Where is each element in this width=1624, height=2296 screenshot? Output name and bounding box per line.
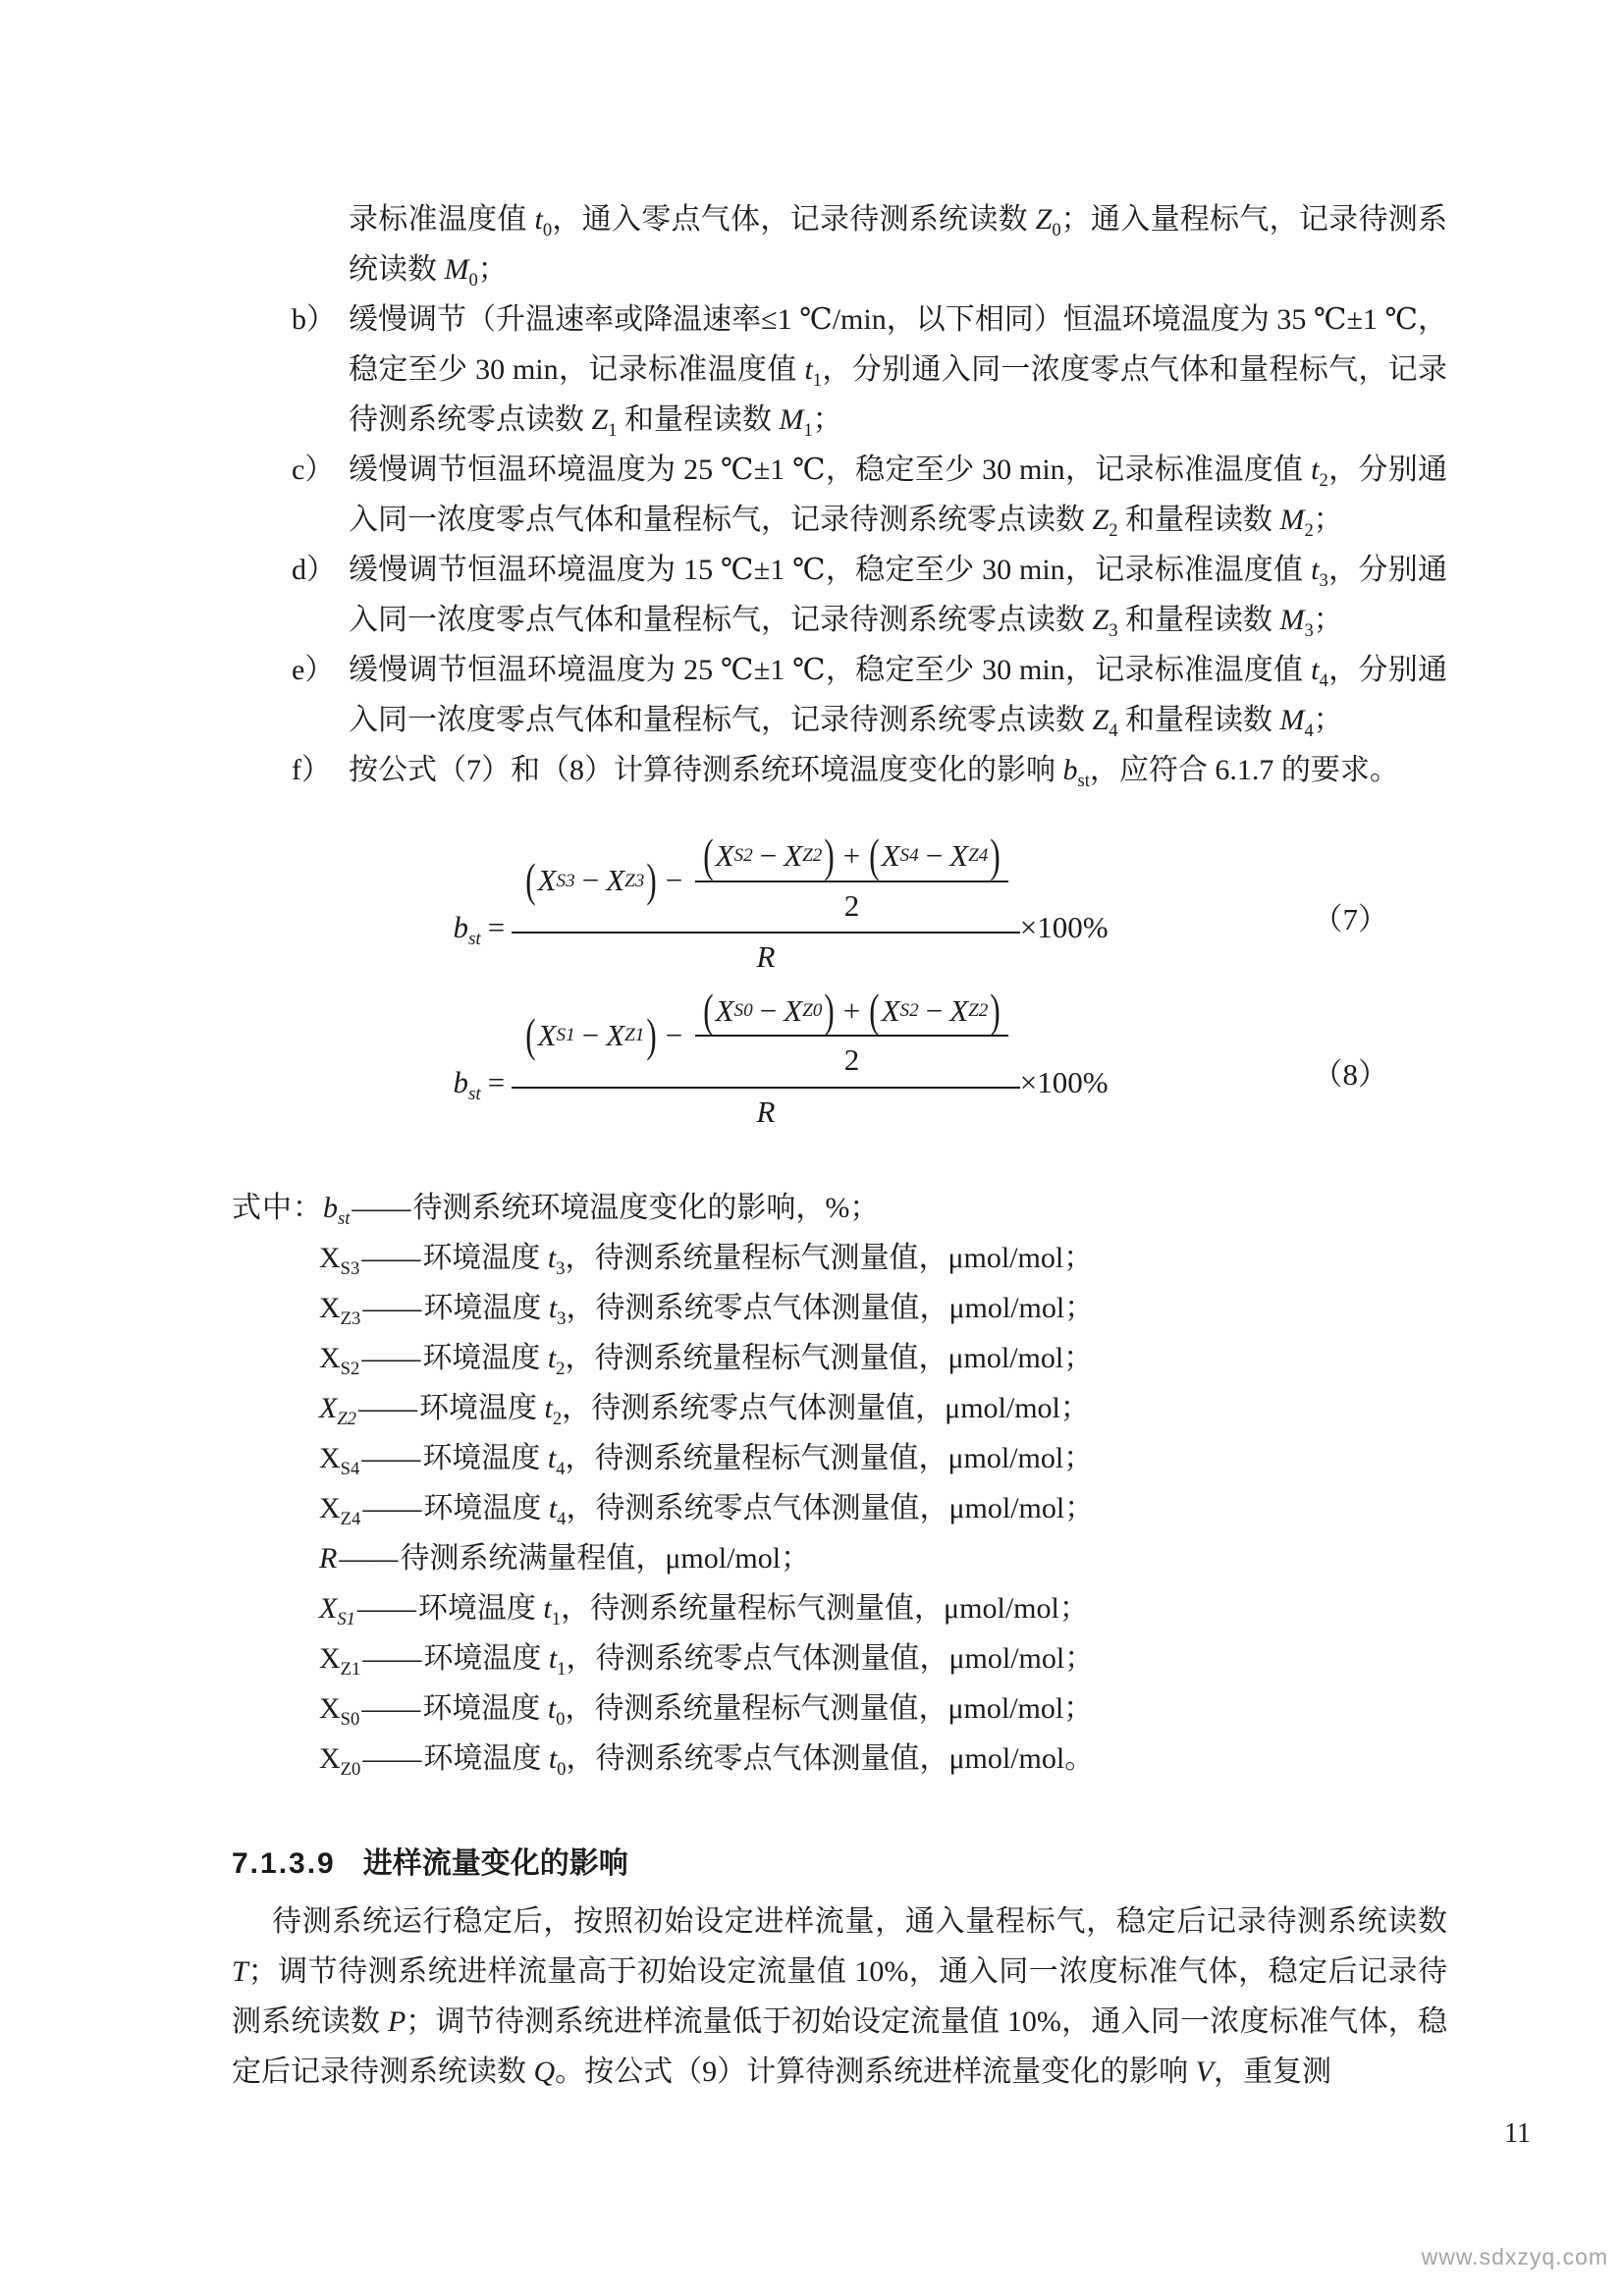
list-item-label: f） xyxy=(292,754,331,786)
left-paren-icon: ( xyxy=(703,983,714,1037)
outer-denominator: R xyxy=(756,1094,776,1129)
definition-dash: —— xyxy=(362,1492,422,1525)
equation-number: （8） xyxy=(1312,1056,1388,1092)
definition-line xyxy=(232,1583,1447,1633)
definition-desc: 环境温度 $t_4$，待测系统零点气体测量值，μmol/mol； xyxy=(423,1492,1095,1530)
definition-desc: 环境温度 $t_2$，待测系统量程标气测量值，μmol/mol； xyxy=(422,1342,1094,1380)
inner-denominator: 2 xyxy=(843,1042,860,1078)
minus-operator: − xyxy=(925,992,944,1028)
definition-desc: 待测系统满量程值，μmol/mol； xyxy=(400,1542,811,1575)
minus-operator: − xyxy=(665,863,683,898)
math-variable: X xyxy=(715,838,734,873)
definition-line xyxy=(232,1633,1447,1683)
math-variable: X xyxy=(949,838,969,873)
right-paren-icon: ) xyxy=(990,828,1001,882)
list-item-label: c） xyxy=(292,454,335,486)
definition-line xyxy=(232,1433,1447,1483)
definition-line xyxy=(232,1683,1447,1734)
definition-dash: —— xyxy=(352,1192,411,1225)
definition-dash: —— xyxy=(362,1642,422,1676)
formula-7 xyxy=(232,828,1388,976)
definition-desc: 环境温度 $t_1$，待测系统量程标气测量值，μmol/mol； xyxy=(417,1592,1089,1630)
definition-dash: —— xyxy=(361,1242,421,1275)
definition-desc: 环境温度 $t_2$，待测系统零点气体测量值，μmol/mol； xyxy=(418,1392,1090,1430)
minus-operator: − xyxy=(925,838,944,873)
inner-numerator: ( X S0 − X Z0 ) + ( X S2 − X Z2 ) xyxy=(695,993,1008,1038)
math-variable: X xyxy=(606,863,625,898)
where-block xyxy=(232,1183,1447,1784)
definition-symbol: $X_{S2}$ xyxy=(319,1342,360,1380)
page-number: 11 xyxy=(1504,2118,1531,2149)
list-item xyxy=(232,745,1447,795)
minus-operator: − xyxy=(581,863,600,898)
minus-operator: − xyxy=(759,992,778,1028)
left-paren-icon: ( xyxy=(525,1007,536,1062)
definition-symbol: $b_{st}$ xyxy=(323,1192,351,1230)
formula-tail: ×100% xyxy=(1019,910,1109,945)
formula-lhs xyxy=(453,910,512,950)
minus-operator: − xyxy=(665,1018,683,1053)
math-variable: X xyxy=(949,992,969,1028)
where-label: 式中： xyxy=(232,1192,323,1225)
definition-line xyxy=(232,1383,1447,1433)
math-variable: b xyxy=(453,910,468,945)
watermark: www.sdxzyq.com xyxy=(1421,2244,1608,2269)
list-item-text: 缓慢调节（升温速率或降温速率≤1 ℃/min，以下相同）恒温环境温度为 35 ℃±1 ℃，稳定至少 30 min，记录标准温度值 $t_1$，分别通入同一浓度零点气体和量程标气，记录待测系统零点读数 $Z_1$ 和量程读数 $M_1$； xyxy=(349,303,1448,441)
definition-symbol: $X_{S1}$ xyxy=(319,1592,355,1630)
definition-symbol: $X_{Z3}$ xyxy=(319,1292,361,1330)
list-item-label: e） xyxy=(292,654,335,686)
formula-lhs xyxy=(453,1064,512,1105)
minus-operator: − xyxy=(759,838,778,873)
outer-fraction xyxy=(512,828,1020,976)
math-variable: X xyxy=(537,1018,557,1053)
formula-tail: ×100% xyxy=(1019,1064,1109,1099)
equals-sign: = xyxy=(487,910,506,945)
list-item-text: 按公式（7）和（8）计算待测系统环境温度变化的影响 $b_{st}$，应符合 6.1.7 的要求。 xyxy=(349,754,1399,791)
definition-symbol: $X_{S3}$ xyxy=(319,1242,360,1280)
math-variable: X xyxy=(881,838,900,873)
plus-operator: + xyxy=(842,992,861,1028)
outer-numerator: ( X S1 − X Z1 ) − ( X S0 − X Z0 ) + ( X S2 − X Z2 ) 2 xyxy=(512,993,1020,1089)
math-subscript: st xyxy=(467,1084,481,1105)
definition-line xyxy=(232,1533,1447,1583)
inner-numerator: ( X S2 − X Z2 ) + ( X S4 − X Z4 ) xyxy=(695,838,1008,882)
definition-dash: —— xyxy=(356,1592,416,1626)
definition-desc: 环境温度 $t_0$，待测系统零点气体测量值，μmol/mol。 xyxy=(423,1742,1095,1781)
definition-dash: —— xyxy=(362,1292,422,1325)
definition-dash: —— xyxy=(361,1342,421,1375)
math-variable: X xyxy=(881,992,900,1028)
math-subscript: st xyxy=(467,929,481,950)
page-content xyxy=(232,194,1447,2097)
inner-denominator: 2 xyxy=(843,887,860,923)
list-item-text: 缓慢调节恒温环境温度为 25 ℃±1 ℃，稳定至少 30 min，记录标准温度值 $t_4$，分别通入同一浓度零点气体和量程标气，记录待测系统零点读数 $Z_4$ 和量程读数 $M_4$； xyxy=(349,654,1447,741)
plus-operator: + xyxy=(842,838,861,873)
math-variable: X xyxy=(784,838,803,873)
definition-line xyxy=(232,1483,1447,1533)
outer-denominator: R xyxy=(756,939,776,975)
definition-symbol: $X_{S4}$ xyxy=(319,1442,360,1480)
definition-desc: 环境温度 $t_3$，待测系统零点气体测量值，μmol/mol； xyxy=(423,1292,1095,1330)
definition-symbol: $X_{Z2}$ xyxy=(319,1392,356,1430)
left-paren-icon: ( xyxy=(703,828,714,882)
continuation-paragraph: 录标准温度值 $t_0$，通入零点气体，记录待测系统读数 $Z_0$；通入量程标气，记录待测系统读数 $M_0$； xyxy=(349,203,1448,291)
definition-desc: 环境温度 $t_4$，待测系统量程标气测量值，μmol/mol； xyxy=(422,1442,1094,1480)
math-variable: X xyxy=(715,992,734,1028)
list-item-label: b） xyxy=(292,303,336,336)
definition-symbol: $X_{Z1}$ xyxy=(319,1642,361,1681)
list-item-text: 缓慢调节恒温环境温度为 15 ℃±1 ℃，稳定至少 30 min，记录标准温度值 $t_3$，分别通入同一浓度零点气体和量程标气，记录待测系统零点读数 $Z_3$ 和量程读数 $M_3$； xyxy=(349,554,1447,641)
list-item xyxy=(232,545,1447,645)
list-item-label: d） xyxy=(292,554,336,586)
right-paren-icon: ) xyxy=(990,983,1001,1037)
definition-dash: —— xyxy=(339,1542,399,1575)
section-number: 7.1.3.9 xyxy=(232,1847,336,1881)
math-variable: X xyxy=(606,1018,625,1053)
list-item xyxy=(232,445,1447,545)
definition-dash: —— xyxy=(361,1692,421,1726)
definition-line xyxy=(232,1734,1447,1784)
definition-line xyxy=(232,1333,1447,1383)
right-paren-icon: ) xyxy=(646,853,657,907)
section-title: 进样流量变化的影响 xyxy=(362,1847,628,1881)
math-variable: X xyxy=(537,863,557,898)
definition-symbol: $X_{S0}$ xyxy=(319,1692,360,1731)
equals-sign: = xyxy=(487,1064,506,1099)
list-item xyxy=(232,294,1447,445)
list-item-text: 缓慢调节恒温环境温度为 25 ℃±1 ℃，稳定至少 30 min，记录标准温度值 $t_2$，分别通入同一浓度零点气体和量程标气，记录待测系统零点读数 $Z_2$ 和量程读数 $M_2$； xyxy=(349,454,1447,541)
definition-dash: —— xyxy=(357,1392,417,1425)
definition-desc: 环境温度 $t_0$，待测系统量程标气测量值，μmol/mol； xyxy=(422,1692,1094,1731)
formula-area xyxy=(232,828,1447,1130)
right-paren-icon: ) xyxy=(824,983,835,1037)
procedure-list xyxy=(232,294,1447,795)
outer-fraction xyxy=(512,983,1020,1131)
definition-desc: 环境温度 $t_3$，待测系统量程标气测量值，μmol/mol； xyxy=(422,1242,1094,1280)
definition-symbol: $X_{Z0}$ xyxy=(319,1742,361,1781)
equation-number: （7） xyxy=(1312,902,1388,937)
definition-desc: 环境温度 $t_1$，待测系统零点气体测量值，μmol/mol； xyxy=(423,1642,1095,1681)
body-paragraph: 待测系统运行稳定后，按照初始设定进样流量，通入量程标气，稳定后记录待测系统读数 T；调节待测系统进样流量高于初始设定流量值 10%，通入同一浓度标准气体，稳定后记录待测系统读数 P；调节待测系统进样流量低于初始设定流量值 10%，通入同一浓度标准气体，稳定后记录待测系统读数 Q。按公式（9）计算待测系统进样流量变化的影响 V，重复测 xyxy=(232,1905,1447,2089)
right-paren-icon: ) xyxy=(646,1007,657,1062)
left-paren-icon: ( xyxy=(869,983,880,1037)
inner-fraction xyxy=(695,828,1008,924)
minus-operator: − xyxy=(581,1018,600,1053)
definition-dash: —— xyxy=(362,1742,422,1776)
right-paren-icon: ) xyxy=(824,828,835,882)
definition-desc: 待测系统环境温度变化的影响，%； xyxy=(412,1192,880,1225)
left-paren-icon: ( xyxy=(869,828,880,882)
math-variable: X xyxy=(784,992,803,1028)
definition-line xyxy=(232,1183,1447,1233)
inner-fraction xyxy=(695,983,1008,1079)
definition-dash: —— xyxy=(361,1442,421,1475)
formula-8 xyxy=(232,983,1388,1131)
definition-line xyxy=(232,1233,1447,1283)
left-paren-icon: ( xyxy=(525,853,536,907)
section-heading xyxy=(232,1839,1447,1889)
outer-numerator: ( X S3 − X Z3 ) − ( X S2 − X Z2 ) + ( X S4 − X Z4 ) 2 xyxy=(512,838,1020,934)
definition-line xyxy=(232,1283,1447,1333)
math-variable: b xyxy=(453,1064,468,1099)
list-item xyxy=(232,645,1447,745)
definition-symbol: R xyxy=(319,1542,338,1575)
definition-symbol: $X_{Z4}$ xyxy=(319,1492,361,1530)
